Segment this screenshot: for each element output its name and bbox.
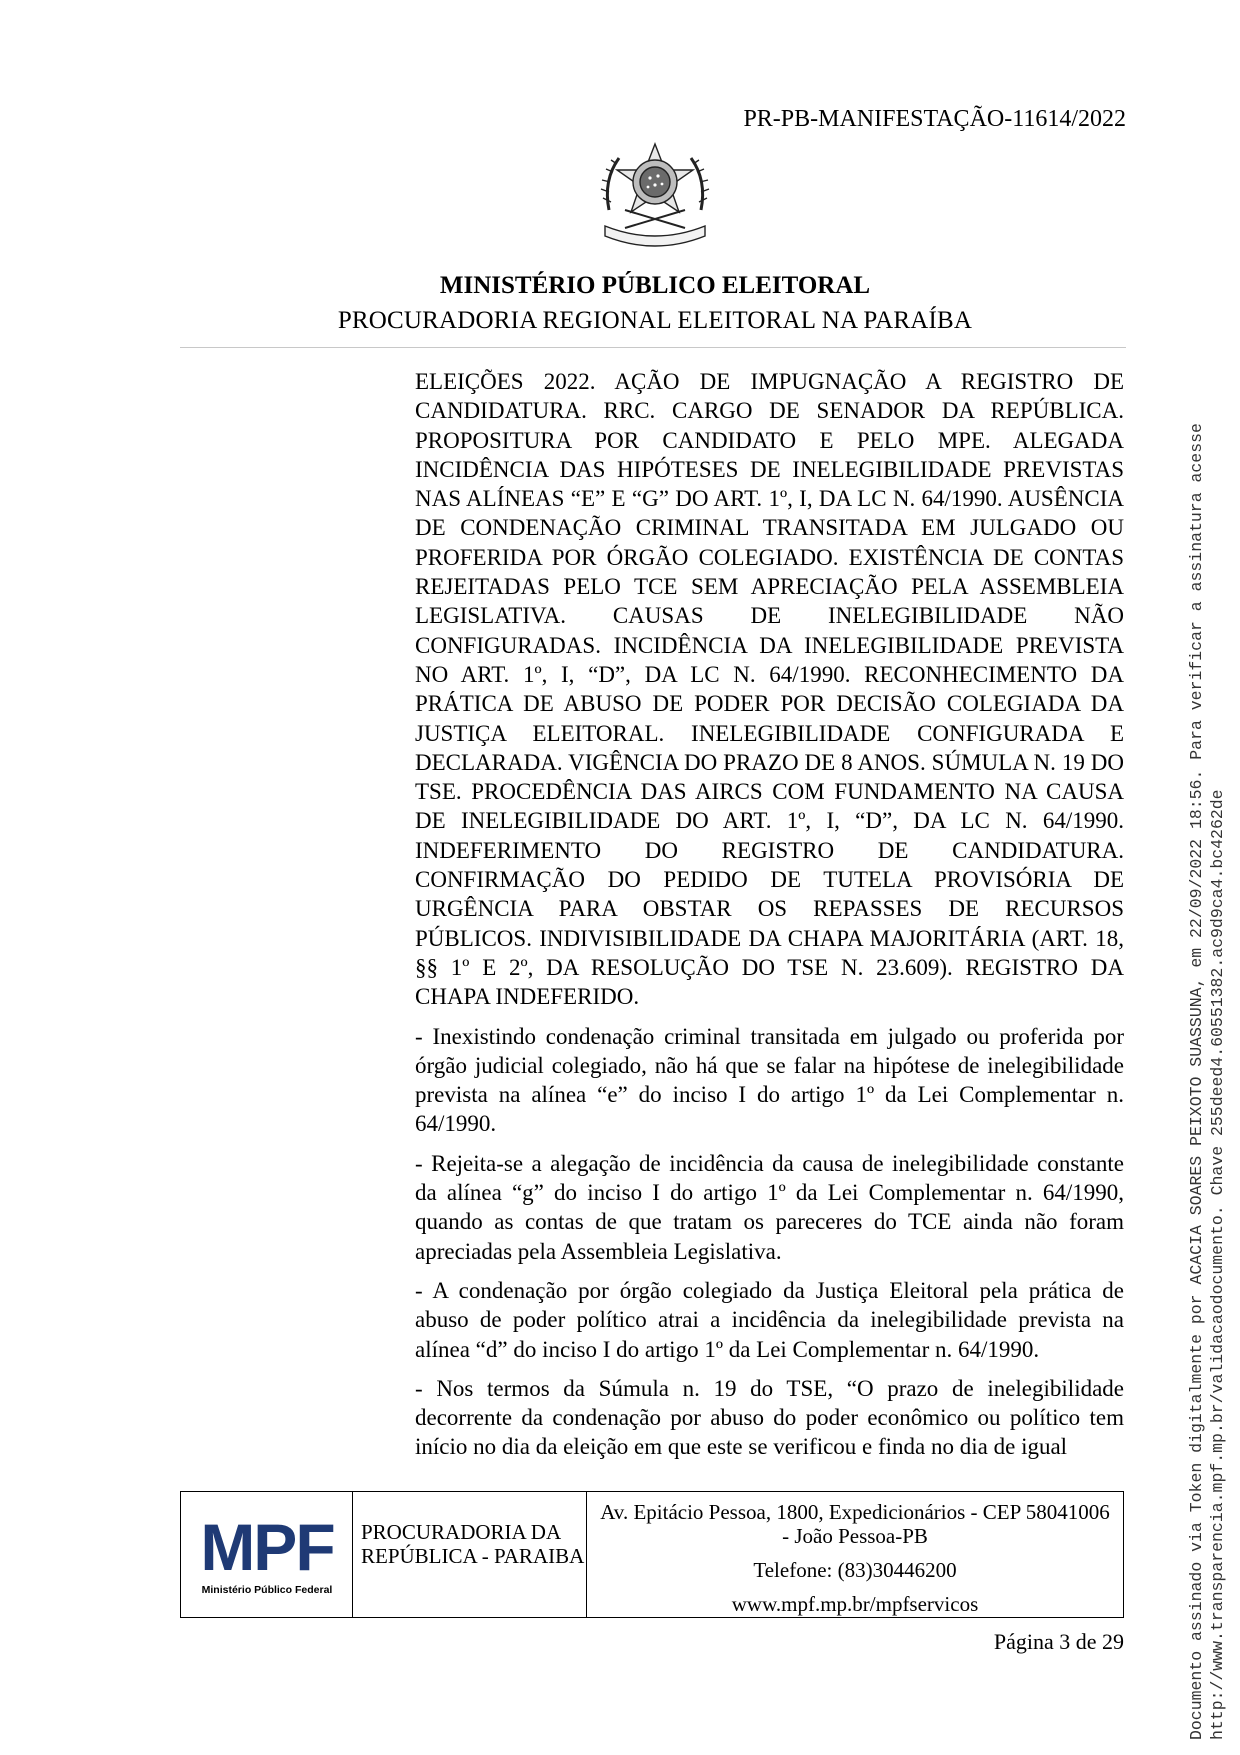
ementa-paragraph: - Nos termos da Súmula n. 19 do TSE, “O prazo de inelegibilidade decorrente da condenação por abuso do poder econômico ou político tem início no dia da eleição em que este se verificou e finda no dia de igual [415,1375,1124,1460]
footer-table [180,1491,1124,1618]
mpf-logo-caption: Ministério Público Federal [201,1584,333,1596]
contact-info [587,1492,1123,1617]
signature-stamp [1186,423,1228,1740]
mpf-logo [181,1492,353,1617]
office-name: PROCURADORIA DA REPÚBLICA - PARAIBA [353,1492,587,1617]
ementa-paragraph: - Inexistindo condenação criminal transitada em julgado ou proferida por órgão judicial colegiado, não há que se falar na hipótese de inelegibilidade prevista na alínea “e” do inciso I do artigo 1º da Lei Complementar n. 64/1990. [415,1023,1124,1137]
footer-address: Av. Epitácio Pessoa, 1800, Expedicionários - CEP 58041006 - João Pessoa-PB [600,1500,1110,1548]
brazil-coat-of-arms-icon [595,140,715,258]
ementa-paragraph: - A condenação por órgão colegiado da Justiça Eleitoral pela prática de abuso de poder político atrai a incidência da inelegibilidade prevista na alínea “d” do inciso I do artigo 1º da Lei Complementar n. 64/1990. [415,1277,1124,1362]
footer-website[interactable]: www.mpf.mp.br/mpfservicos [731,1592,979,1616]
mpf-logo-text: MPF [200,1510,334,1584]
ementa-paragraph: - Rejeita-se a alegação de incidência da causa de inelegibilidade constante da alínea “g” do inciso I do artigo 1º da Lei Complementar n. 64/1990, quando as contas de que tratam os pareceres do TCE ainda não foram apreciadas pela Assembleia Legislativa. [415,1150,1124,1264]
ementa-block [415,367,1124,1462]
org-title: MINISTÉRIO PÚBLICO ELEITORAL [439,272,871,299]
signature-stamp-line: Documento assinado via Token digitalmente por ACACIA SOARES PEIXOTO SUASSUNA, em 22/09/2022 18:56. Para verificar a assinatura acesse [1187,423,1206,1740]
ementa-summary: ELEIÇÕES 2022. AÇÃO DE IMPUGNAÇÃO A REGISTRO DE CANDIDATURA. RRC. CARGO DE SENADOR DA REPÚBLICA. PROPOSITURA POR CANDIDATO E PELO MPE. ALEGADA INCIDÊNCIA DAS HIPÓTESES DE INELEGIBILIDADE PREVISTAS NAS ALÍNEAS “E” E “G” DO ART. 1º, I, DA LC N. 64/1990. AUSÊNCIA DE CONDENAÇÃO CRIMINAL TRANSITADA EM JULGADO OU PROFERIDA POR ÓRGÃO COLEGIADO. EXISTÊNCIA DE CONTAS REJEITADAS PELO TCE SEM APRECIAÇÃO PELA ASSEMBLEIA LEGISLATIVA. CAUSAS DE INELEGIBILIDADE NÃO CONFIGURADAS. INCIDÊNCIA DA INELEGIBILIDADE PREVISTA NO ART. 1º, I, “D”, DA LC N. 64/1990. RECONHECIMENTO DA PRÁTICA DE ABUSO DE PODER POR DECISÃO COLEGIADA DA JUSTIÇA ELEITORAL. INELEGIBILIDADE CONFIGURADA E DECLARADA. VIGÊNCIA DO PRAZO DE 8 ANOS. SÚMULA N. 19 DO TSE. PROCEDÊNCIA DAS AIRCS COM FUNDAMENTO NA CAUSA DE INELEGIBILIDADE DO ART. 1º, I, “D”, DA LC N. 64/1990. INDEFERIMENTO DO REGISTRO DE CANDIDATURA. CONFIRMAÇÃO DO PEDIDO DE TUTELA PROVISÓRIA DE URGÊNCIA PARA OBSTAR OS REPASSES DE RECURSOS PÚBLICOS. INDIVISIBILIDADE DA CHAPA MAJORITÁRIA (ART. 18, §§ 1º E 2º, DA RESOLUÇÃO DO TSE N. 23.609). REGISTRO DA CHAPA INDEFERIDO. [415,369,1124,1010]
footer-phone: Telefone: (83)30446200 [753,1558,957,1582]
org-subtitle: PROCURADORIA REGIONAL ELEITORAL NA PARAÍBA [337,307,973,334]
page-number: Página 3 de 29 [993,1629,1124,1654]
header-divider [180,347,1126,348]
document-id: PR-PB-MANIFESTAÇÃO-11614/2022 [743,106,1126,132]
signature-stamp-link[interactable]: http://www.transparencia.mpf.mp.br/validacaodocumento. Chave 255deed4.60551382.ac9d9ca4.bc4262de [1208,789,1227,1740]
